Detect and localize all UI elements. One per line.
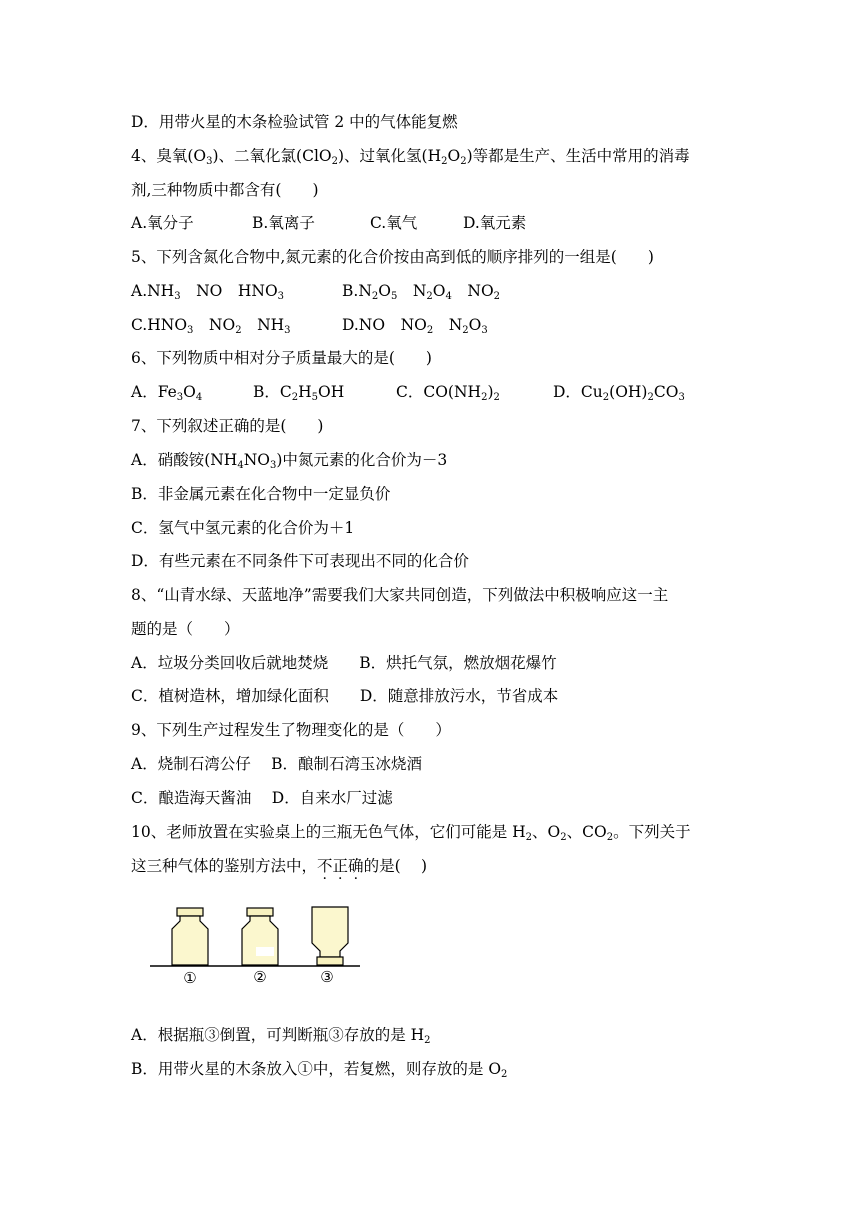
option-c — [396, 382, 553, 402]
option-d — [553, 382, 685, 402]
subscript: 2 — [371, 291, 379, 302]
text: 的是( ) — [363, 857, 428, 875]
question-9-options-cd: C．酿造海天酱油 D．自来水厂过滤 — [131, 789, 393, 807]
option-a — [131, 382, 253, 402]
subscript: 2 — [493, 291, 501, 302]
bottle-2 — [242, 908, 278, 965]
subscript: 2 — [501, 1069, 508, 1080]
bottle-label-3: ③ — [320, 968, 334, 986]
subscript: 5 — [390, 291, 398, 302]
text: D.NO — [342, 316, 386, 334]
option-a — [131, 281, 342, 301]
emphasis-char: 不 — [317, 857, 333, 875]
question-7-option-a — [131, 450, 447, 470]
question-8-stem-cont: 题的是（ ） — [131, 620, 240, 638]
subscript: 2 — [235, 325, 242, 336]
bottle-1 — [172, 908, 208, 965]
question-10-stem-cont — [131, 856, 427, 876]
text: ) — [487, 383, 494, 401]
subscript: 3 — [174, 291, 181, 302]
question-10-stem — [131, 822, 691, 842]
subscript: 2 — [560, 832, 567, 843]
text: A.NH — [131, 282, 175, 300]
text: C．CO(NH — [396, 383, 482, 401]
question-9-stem: 9、下列生产过程发生了物理变化的是（ ） — [131, 721, 451, 739]
text: NO — [400, 316, 427, 334]
question-4-options — [131, 213, 526, 233]
subscript: 4 — [445, 291, 452, 302]
bottle-label-1: ① — [183, 969, 197, 987]
option-b — [253, 382, 396, 402]
subscript: 2 — [462, 325, 469, 336]
bottle-3 — [312, 907, 348, 965]
question-6-options — [131, 382, 685, 402]
text: A．硝酸铵(NH — [131, 451, 238, 469]
text: N — [448, 316, 463, 334]
subscript: 3 — [277, 291, 285, 302]
gas-bottles-figure — [150, 905, 360, 990]
gas-bottles-drawing — [150, 905, 360, 990]
text: NO — [243, 451, 270, 469]
question-7-option-c: C．氢气中氢元素的化合价为＋1 — [131, 519, 355, 537]
question-5-options-cd — [131, 315, 488, 335]
subscript: 3 — [187, 325, 194, 336]
text: C.HNO — [131, 316, 188, 334]
text: A．根据瓶③倒置，可判断瓶③存放的是 H — [131, 1026, 425, 1044]
option-d — [342, 315, 488, 335]
subscript: 2 — [426, 325, 434, 336]
text: NO — [467, 282, 494, 300]
question-7-option-b: B．非金属元素在化合物中一定显负价 — [131, 485, 391, 503]
option-b: B.氧离子 — [252, 214, 315, 232]
option-d: D.氧元素 — [463, 214, 527, 232]
text: 10、老师放置在实验桌上的三瓶无色气体，它们可能是 H — [131, 823, 526, 841]
question-7-option-d: D．有些元素在不同条件下可表现出不同的化合价 — [131, 552, 469, 570]
text: (OH) — [609, 383, 648, 401]
text: )等都是生产、生活中常用的消毒 — [466, 147, 690, 165]
text: 4、臭氧(O — [131, 147, 207, 165]
text: NO — [196, 282, 223, 300]
bottle-label-2: ② — [253, 968, 267, 986]
subscript: 2 — [291, 392, 299, 403]
text: )、过氧化氢(H — [338, 147, 442, 165]
question-8-options-ab: A．垃圾分类回收后就地焚烧 B．烘托气氛，燃放烟花爆竹 — [131, 654, 557, 672]
text: H — [298, 383, 312, 401]
text: HNO — [237, 282, 278, 300]
text: O — [183, 383, 196, 401]
text: 、CO — [566, 823, 607, 841]
text: )、二氧化氯(ClO — [212, 147, 332, 165]
text: N — [412, 282, 427, 300]
option-a: A.氧分子 — [131, 214, 194, 232]
text: O — [468, 316, 482, 334]
question-9-options-ab: A．烧制石湾公仔 B．酿制石湾玉冰烧酒 — [131, 755, 423, 773]
subscript: 2 — [441, 156, 448, 167]
text: )中氮元素的化合价为－3 — [276, 451, 448, 469]
text: CO — [653, 383, 679, 401]
text: 这三种气体的鉴别方法中， — [131, 857, 318, 875]
question-10-option-a — [131, 1025, 431, 1045]
subscript: 2 — [647, 392, 654, 403]
question-8-options-cd: C．植树造林，增加绿化面积 D．随意排放污水，节省成本 — [131, 687, 559, 705]
text: O — [432, 282, 446, 300]
subscript: 3 — [284, 325, 291, 336]
subscript: 2 — [426, 291, 433, 302]
text: B．C — [253, 383, 292, 401]
text: 。下列关于 — [613, 823, 691, 841]
question-10-option-b — [131, 1059, 507, 1079]
emphasis-char: 正 — [332, 857, 349, 875]
emphasis-char: 确 — [348, 857, 364, 875]
subscript: 2 — [481, 392, 488, 403]
subscript: 3 — [206, 156, 213, 167]
subscript: 3 — [481, 325, 488, 336]
question-5-stem: 5、下列含氮化合物中,氮元素的化合价按由高到低的顺序排列的一组是( ) — [131, 248, 654, 266]
subscript: 2 — [460, 156, 467, 167]
question-5-options-ab — [131, 281, 500, 301]
subscript: 3 — [269, 460, 277, 471]
text: B．用带火星的木条放入①中，若复燃，则存放的是 O — [131, 1060, 502, 1078]
question-6-stem: 6、下列物质中相对分子质量最大的是( ) — [131, 349, 432, 367]
question-4-stem-cont: 剂,三种物质中都含有( ) — [131, 181, 319, 199]
subscript: 4 — [195, 392, 203, 403]
text-line: D．用带火星的木条检验试管 2 中的气体能复燃 — [131, 113, 458, 131]
text: OH — [318, 383, 345, 401]
question-8-stem: 8、“山青水绿、天蓝地净”需要我们大家共同创造，下列做法中积极响应这一主 — [131, 586, 669, 604]
text: 、O — [532, 823, 561, 841]
subscript: 2 — [331, 156, 338, 167]
option-c: C.氧气 — [370, 214, 418, 232]
text: B.N — [342, 282, 372, 300]
question-7-stem: 7、下列叙述正确的是( ) — [131, 417, 324, 435]
option-c — [131, 315, 342, 335]
subscript: 2 — [424, 1035, 431, 1046]
subscript: 2 — [493, 392, 500, 403]
text: A．Fe — [131, 383, 177, 401]
subscript: 2 — [525, 832, 533, 843]
subscript: 4 — [237, 460, 244, 471]
question-4-stem — [131, 146, 690, 166]
text: D．Cu — [553, 383, 603, 401]
subscript: 2 — [606, 832, 614, 843]
subscript: 5 — [311, 392, 319, 403]
subscript: 3 — [176, 392, 184, 403]
text: NH — [257, 316, 285, 334]
text: O — [447, 147, 461, 165]
subscript: 2 — [602, 392, 610, 403]
text: O — [378, 282, 391, 300]
text: NO — [208, 316, 236, 334]
option-b — [342, 281, 500, 301]
subscript: 3 — [678, 392, 685, 403]
